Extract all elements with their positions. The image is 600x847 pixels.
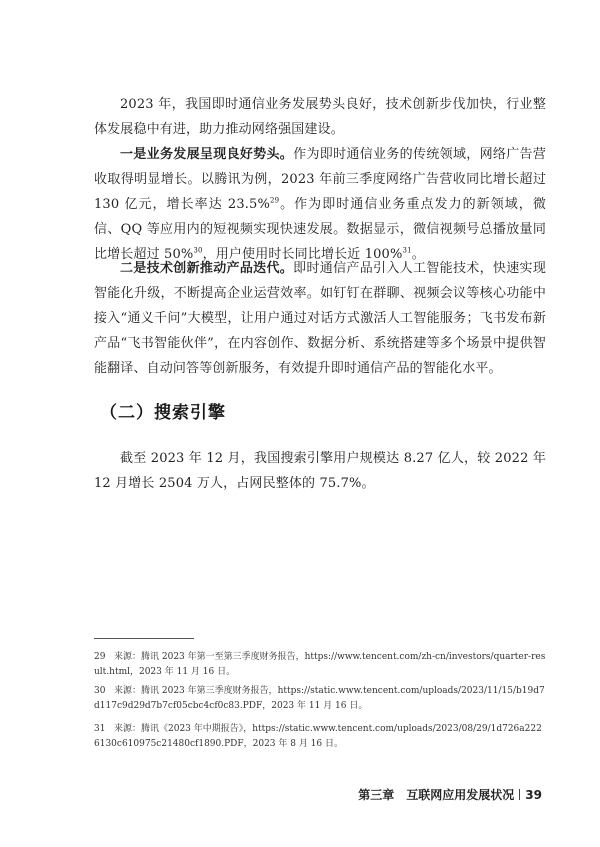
footnote-number: 29 [94,652,106,662]
point1-lead: 一是业务发展呈现良好势头。 [120,147,294,162]
section-heading: （二）搜索引擎 [100,403,226,423]
page-number: 39 [525,788,542,802]
point1-text-a: 作为即时通信业务的传统领域，网络广告营收取得明显增长。以腾讯为例，2023 年前三季度网络广告营收同比增长超过 130 亿元，增长率达 23.5% [94,147,547,212]
footnote-ref-31[interactable]: 31 [402,246,412,255]
footnote-text[interactable]: 来源：腾讯 2023 年第三季度财务报告，https://static.www.tencent.com/uploads/2023/11/15/b19d7d117c9d29d7b7cf05cbc4cf0c83.PDF，2023 年 11 月 16 日。 [94,686,545,711]
search-engine-paragraph [94,446,546,496]
point2-lead: 二是技术创新推动产品迭代。 [120,261,294,276]
page-footer [358,786,542,803]
point2-text: 即时通信产品引入人工智能技术，快速实现智能化升级，不断提高企业运营效率。如钉钉在群聊、视频会议等核心功能中接入“通义千问”大模型，让用户通过对话方式激活人工智能服务；飞书发布新产品“飞书智能伙伴”，在内容创作、数据分析、系统搭建等多个场景中提供智能翻译、自动问答等创新服务，有效提升即时通信产品的智能化水平。 [94,261,547,376]
intro-text: 2023 年，我国即时通信业务发展势头良好，技术创新步伐加快，行业整体发展稳中有进，助力推动网络强国建设。 [94,97,546,137]
intro-paragraph [94,92,546,142]
footnote-number: 31 [94,724,106,734]
point1-text-c: ，用户使用时长同比增长近 100% [202,247,403,262]
chapter-title: 第三章 互联网应用发展状况 [358,788,515,802]
footer-separator [519,789,520,800]
footnote-number: 30 [94,686,106,696]
footnote-30 [94,684,546,714]
footnote-31 [94,722,546,752]
point1-text-d: 。 [411,247,425,262]
business-development-paragraph [94,142,546,267]
footnote-text[interactable]: 来源：腾讯《2023 年中期报告》，https://static.www.tencent.com/uploads/2023/08/29/1d726a2226130c610975c21480cf1890.PDF，2023 年 8 月 16 日。 [94,724,542,749]
search-engine-text: 截至 2023 年 12 月，我国搜索引擎用户规模达 8.27 亿人，较 2022 年 12 月增长 2504 万人，占网民整体的 75.7%。 [94,451,546,491]
footnote-ref-30[interactable]: 30 [193,246,203,255]
tech-innovation-paragraph [94,256,546,381]
footnote-text[interactable]: 来源：腾讯 2023 年第一至第三季度财务报告，https://www.tencent.com/zh-cn/investors/quarter-result.html，2023 年 11 月 16 日。 [94,652,546,677]
footnote-divider [94,638,194,639]
footnote-ref-29[interactable]: 29 [269,196,280,205]
footnote-29 [94,650,546,680]
point1-text-b: 。作为即时通信业务重点发力的新领域，微信、QQ 等应用内的短视频实现快速发展。数据显示，微信视频号总播放量同比增长超过 50% [94,197,546,262]
